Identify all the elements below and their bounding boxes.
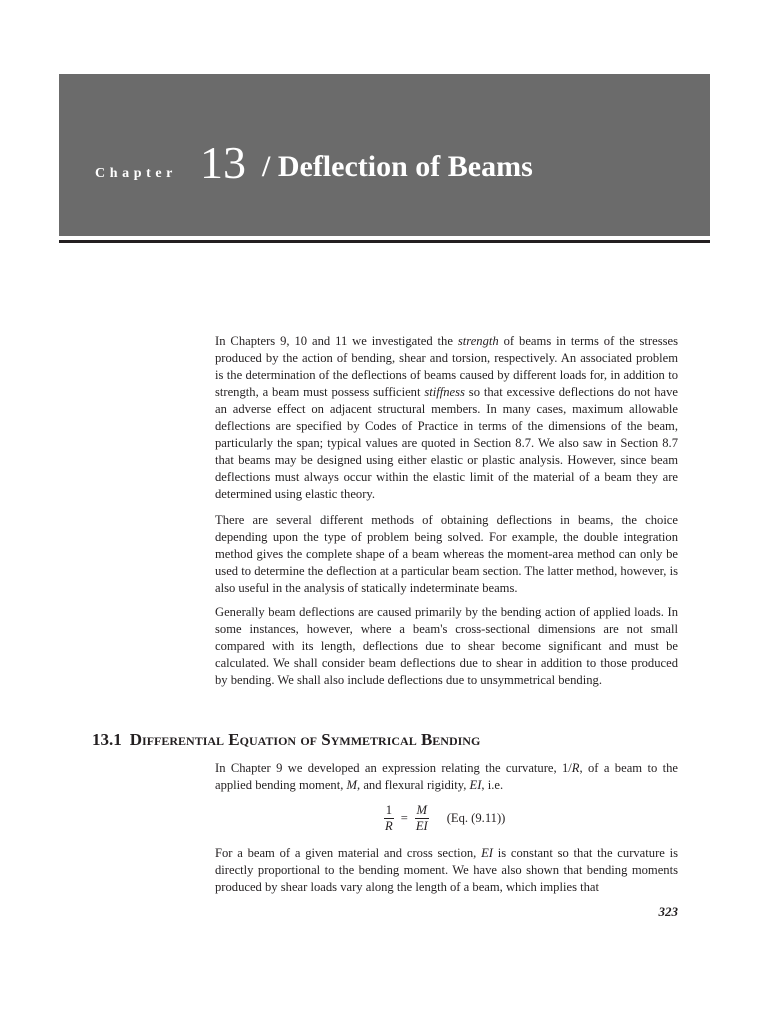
banner-rule (59, 240, 710, 243)
rhs-numerator: M (416, 802, 427, 817)
chapter-title: / Deflection of Beams (262, 150, 533, 183)
text-run: In Chapters 9, 10 and 11 we investigated the (215, 334, 458, 348)
text-run: In Chapter 9 we developed an expression relating the curvature, 1/ (215, 761, 572, 775)
lhs-numerator: 1 (385, 802, 392, 817)
chapter-label: Chapter (95, 166, 177, 181)
equation-9-11 (380, 800, 505, 836)
section-number: 13.1 (92, 730, 122, 749)
text-run: is constant so that the curvature is directly proportional to the bending moment. We have also shown that bending moments produced by shear loads vary along the length of a beam, which implies that (215, 846, 679, 894)
intro-paragraph-3: Generally beam deflections are caused primarily by the bending action of applied loads. In some instances, however, where a beam's cross-sectional dimensions are not small compared with its length, deflections due to shear become significant and must be calculated. We shall consider beam deflections due to shear in addition to those produced by bending. We shall also include deflections due to unsymmetrical bending. (215, 605, 678, 687)
text-run: so that excessive deflections do not have an adverse effect on adjacent structural members. In many cases, maximum allowable deflections are specified by Codes of Practice in terms of the dimensions of the beam, particularly the span; typical values are quoted in Section 8.7. We also saw in Section 8.7 that beams may be designed using either elastic or plastic analysis. However, since beam deflections must always occur within the elastic limit of the material of a beam they are determined using elastic theory. (215, 385, 678, 501)
intro-paragraph-2: There are several different methods of obtaining deflections in beams, the choice depending upon the type of problem being solved. For example, the double integration method gives the complete shape of a beam whereas the moment-area method can only be used to determine the deflection at a particular beam section. The latter method, however, is also useful in the analysis of statically indeterminate beams. (215, 513, 678, 595)
emphasis-stiffness: stiffness (424, 385, 465, 399)
text-run: For a beam of a given material and cross section, (215, 846, 482, 860)
symbol-EI: EI (469, 778, 482, 792)
text-run: , i.e. (481, 778, 504, 792)
lhs-fraction (383, 803, 395, 834)
intro-paragraph-1 (215, 333, 678, 503)
text-run: , of a beam to the applied bending moment, (215, 761, 678, 792)
text-run: , and flexural rigidity, (357, 778, 470, 792)
symbol-R: R (571, 761, 580, 775)
symbol-M: M (346, 778, 358, 792)
section-paragraph-1 (215, 760, 678, 794)
equation-reference: (Eq. (9.11)) (446, 810, 506, 825)
rhs-fraction (414, 803, 430, 834)
symbol-EI: EI (481, 846, 493, 860)
text-run: of beams in terms of the stresses produced by the action of bending, shear and torsion, respectively. An associated problem is the determination of the deflections of beams caused by different loads for, in addition to strength, a beam must possess sufficient (215, 334, 678, 399)
equals-sign: = (400, 810, 408, 825)
emphasis-strength: strength (457, 334, 499, 348)
section-title: Differential Equation of Symmetrical Bending (129, 730, 481, 749)
page-number: 323 (658, 904, 678, 919)
chapter-number: 13 (200, 137, 246, 188)
lhs-denominator: R (385, 818, 393, 833)
section-paragraph-2 (215, 845, 678, 896)
section-heading (92, 730, 480, 750)
rhs-denominator: EI (415, 818, 428, 833)
